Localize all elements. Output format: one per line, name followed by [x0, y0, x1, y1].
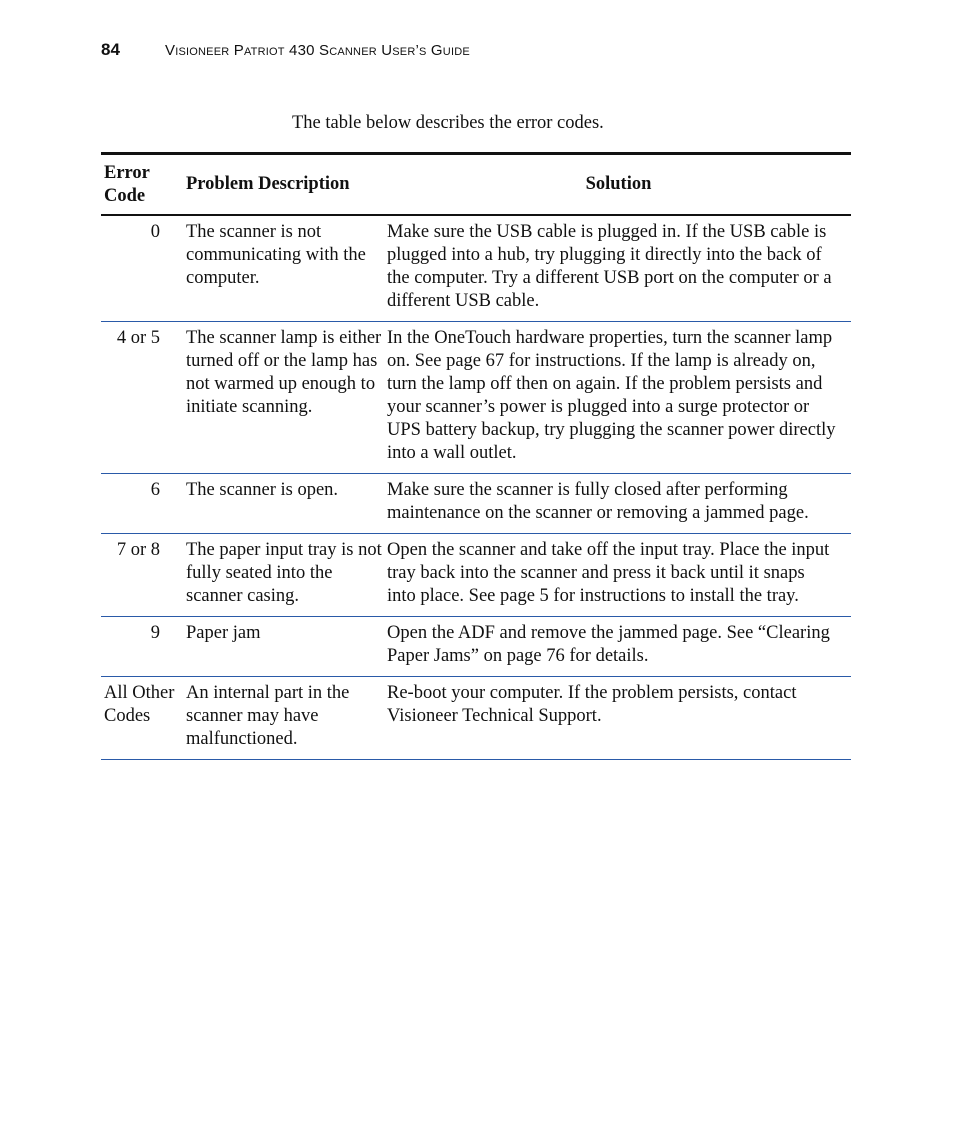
intro-text: The table below describes the error codes. [292, 113, 604, 133]
book-title: Visioneer Patriot 430 Scanner User’s Guide [165, 42, 470, 59]
error-code-cell: 9 [101, 617, 180, 677]
table-row [101, 474, 851, 534]
column-header-problem-description: Problem Description [180, 154, 386, 216]
table-row [101, 617, 851, 677]
column-header-error-code-line1: Error [104, 162, 150, 183]
problem-description-cell: The scanner is not communicating with the computer. [180, 215, 386, 322]
column-header-error-code [101, 154, 180, 216]
error-code-cell: 0 [101, 215, 180, 322]
problem-description-cell: The scanner is open. [180, 474, 386, 534]
solution-cell: Make sure the USB cable is plugged in. If the USB cable is plugged into a hub, try plugging it directly into the back of the computer. Try a different USB port on the computer or a different USB cable. [386, 215, 851, 322]
error-code-table [101, 152, 851, 760]
problem-description-cell: The scanner lamp is either turned off or the lamp has not warmed up enough to initiate scanning. [180, 322, 386, 474]
table-row [101, 534, 851, 617]
solution-cell: In the OneTouch hardware properties, turn the scanner lamp on. See page 67 for instructions. If the lamp is already on, turn the lamp off then on again. If the problem persists and your scanner’s power is plugged into a surge protector or UPS battery backup, try plugging the scanner power directly into a wall outlet. [386, 322, 851, 474]
error-code-cell: 7 or 8 [101, 534, 180, 617]
page-number: 84 [101, 40, 120, 59]
column-header-error-code-line2: Code [104, 185, 146, 206]
running-header [101, 40, 470, 64]
table-row [101, 677, 851, 760]
solution-cell: Open the scanner and take off the input tray. Place the input tray back into the scanner and press it back until it snaps into place. See page 5 for instructions to install the tray. [386, 534, 851, 617]
problem-description-cell: Paper jam [180, 617, 386, 677]
table-row [101, 322, 851, 474]
table-header-row [101, 154, 851, 216]
table-row [101, 215, 851, 322]
error-code-cell: 4 or 5 [101, 322, 180, 474]
error-code-cell: 6 [101, 474, 180, 534]
column-header-solution: Solution [386, 154, 851, 216]
problem-description-cell: An internal part in the scanner may have malfunctioned. [180, 677, 386, 760]
solution-cell: Make sure the scanner is fully closed after performing maintenance on the scanner or removing a jammed page. [386, 474, 851, 534]
error-code-cell: All Other Codes [101, 677, 180, 760]
solution-cell: Re-boot your computer. If the problem persists, contact Visioneer Technical Support. [386, 677, 851, 760]
solution-cell: Open the ADF and remove the jammed page. See “Clearing Paper Jams” on page 76 for details. [386, 617, 851, 677]
problem-description-cell: The paper input tray is not fully seated into the scanner casing. [180, 534, 386, 617]
